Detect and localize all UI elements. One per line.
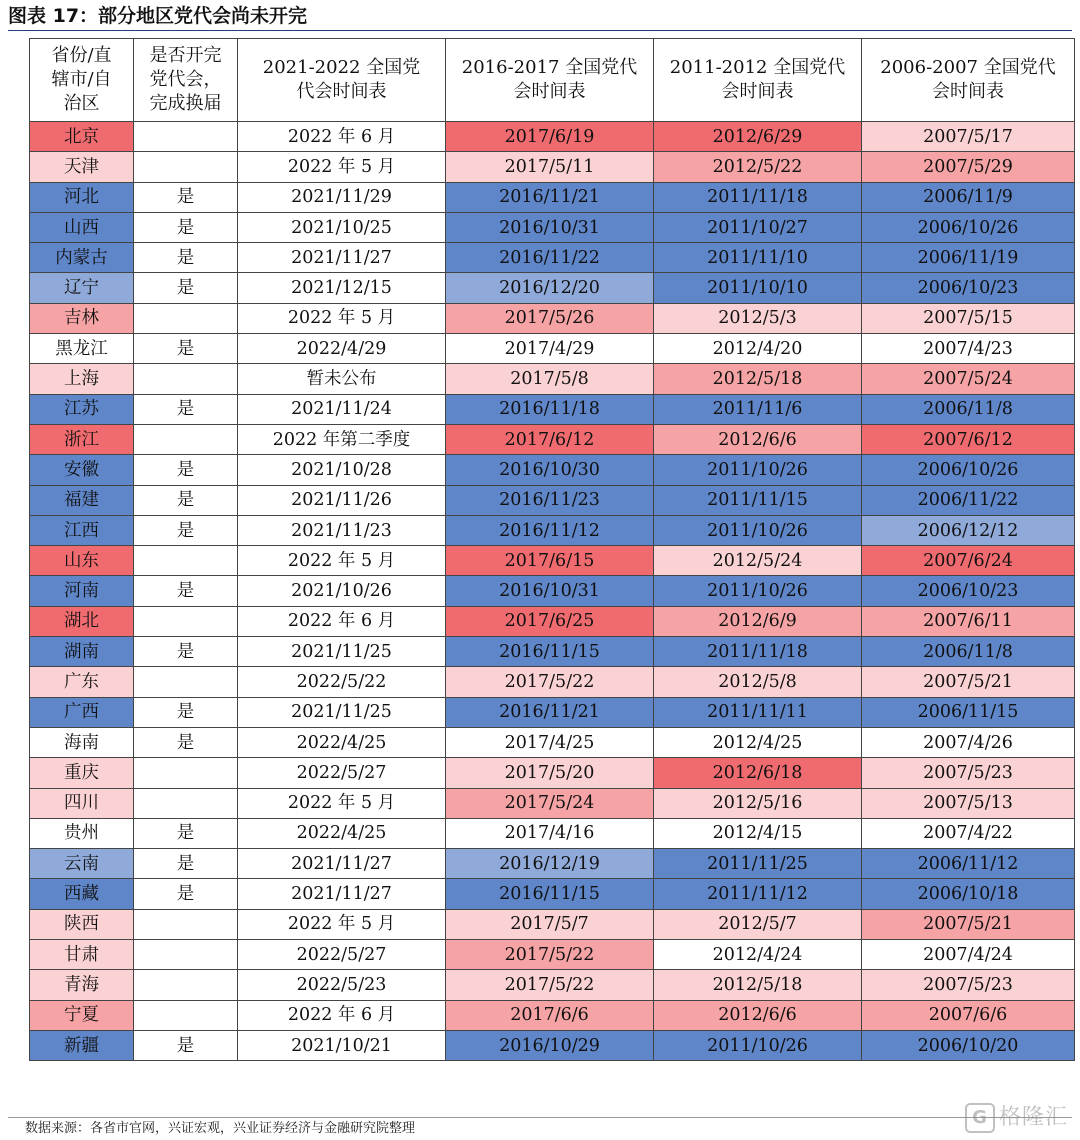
cell-region: 新疆 [30,1030,134,1060]
cell-2021-2022: 2022 年 6 月 [238,606,446,636]
cell-2006-2007: 2006/11/15 [862,697,1075,727]
table-row [30,788,1075,818]
cell-2006-2007: 2007/4/24 [862,940,1075,970]
cell-2021-2022: 2022 年 5 月 [238,303,446,333]
header-2016-2017: 2016-2017 全国党代会时间表 [446,39,654,122]
cell-done [134,909,238,939]
cell-2021-2022: 2022/4/25 [238,818,446,848]
cell-region: 江西 [30,515,134,545]
cell-done: 是 [134,727,238,757]
cell-2021-2022: 2022 年 5 月 [238,152,446,182]
cell-done: 是 [134,576,238,606]
table-row [30,1030,1075,1060]
cell-done: 是 [134,273,238,303]
table-row [30,364,1075,394]
cell-2016-2017: 2016/10/30 [446,455,654,485]
cell-2016-2017: 2016/11/21 [446,697,654,727]
cell-2011-2012: 2011/10/26 [654,455,862,485]
cell-done [134,364,238,394]
table-row [30,1000,1075,1030]
cell-2011-2012: 2012/4/20 [654,334,862,364]
cell-2021-2022: 2022/4/25 [238,727,446,757]
cell-region: 内蒙古 [30,243,134,273]
cell-2021-2022: 2021/11/25 [238,637,446,667]
cell-2011-2012: 2011/11/12 [654,879,862,909]
cell-done [134,788,238,818]
cell-2006-2007: 2006/10/26 [862,455,1075,485]
cell-done [134,1000,238,1030]
cell-2011-2012: 2012/5/8 [654,667,862,697]
cell-2021-2022: 2022 年 6 月 [238,1000,446,1030]
table-row [30,606,1075,636]
cell-2011-2012: 2012/5/22 [654,152,862,182]
watermark-text: 格隆汇 [999,1105,1069,1130]
cell-2006-2007: 2007/4/22 [862,818,1075,848]
cell-2011-2012: 2012/5/18 [654,970,862,1000]
table-row [30,334,1075,364]
cell-done: 是 [134,243,238,273]
cell-2011-2012: 2011/11/25 [654,849,862,879]
cell-2011-2012: 2012/5/18 [654,364,862,394]
cell-2021-2022: 2021/12/15 [238,273,446,303]
cell-2011-2012: 2011/10/26 [654,515,862,545]
table-row [30,818,1075,848]
cell-region: 贵州 [30,818,134,848]
cell-2016-2017: 2017/6/6 [446,1000,654,1030]
cell-2016-2017: 2016/11/21 [446,182,654,212]
cell-2021-2022: 2021/11/27 [238,243,446,273]
cell-2016-2017: 2017/4/16 [446,818,654,848]
cell-2011-2012: 2012/5/16 [654,788,862,818]
cell-2006-2007: 2007/5/24 [862,364,1075,394]
cell-2011-2012: 2011/11/18 [654,182,862,212]
table-row [30,485,1075,515]
table-row [30,455,1075,485]
cell-done: 是 [134,334,238,364]
cell-2006-2007: 2007/5/29 [862,152,1075,182]
cell-done: 是 [134,879,238,909]
cell-2021-2022: 2022/5/22 [238,667,446,697]
header-2021-2022: 2021-2022 全国党代会时间表 [238,39,446,122]
cell-2006-2007: 2006/11/22 [862,485,1075,515]
table-row [30,637,1075,667]
cell-2016-2017: 2017/6/25 [446,606,654,636]
cell-2016-2017: 2017/5/7 [446,909,654,939]
cell-done: 是 [134,818,238,848]
cell-region: 浙江 [30,424,134,454]
cell-2021-2022: 2021/11/27 [238,849,446,879]
cell-done: 是 [134,394,238,424]
cell-2006-2007: 2007/5/13 [862,788,1075,818]
cell-done: 是 [134,697,238,727]
cell-2021-2022: 2022/4/29 [238,334,446,364]
cell-2011-2012: 2012/6/9 [654,606,862,636]
table-row [30,303,1075,333]
cell-2006-2007: 2006/10/23 [862,273,1075,303]
table-row [30,182,1075,212]
cell-region: 福建 [30,485,134,515]
cell-2021-2022: 2022 年 5 月 [238,909,446,939]
cell-2016-2017: 2016/11/12 [446,515,654,545]
cell-2016-2017: 2016/11/23 [446,485,654,515]
cell-region: 青海 [30,970,134,1000]
cell-2021-2022: 2022/5/27 [238,940,446,970]
cell-2006-2007: 2006/11/8 [862,394,1075,424]
cell-2016-2017: 2017/5/22 [446,940,654,970]
cell-2021-2022: 2021/10/26 [238,576,446,606]
cell-done: 是 [134,849,238,879]
cell-done [134,303,238,333]
cell-region: 山东 [30,546,134,576]
cell-2006-2007: 2006/11/19 [862,243,1075,273]
cell-2016-2017: 2017/5/20 [446,758,654,788]
cell-2011-2012: 2011/11/6 [654,394,862,424]
cell-done [134,940,238,970]
cell-region: 西藏 [30,879,134,909]
cell-region: 海南 [30,727,134,757]
cell-2011-2012: 2012/6/29 [654,122,862,152]
table-row [30,727,1075,757]
cell-2006-2007: 2007/4/23 [862,334,1075,364]
cell-2021-2022: 2022/5/23 [238,970,446,1000]
cell-region: 天津 [30,152,134,182]
cell-done: 是 [134,182,238,212]
table-row [30,667,1075,697]
header-row [30,39,1075,122]
table-row [30,940,1075,970]
cell-region: 山西 [30,212,134,242]
cell-2006-2007: 2006/10/20 [862,1030,1075,1060]
cell-2011-2012: 2011/10/26 [654,1030,862,1060]
cell-2006-2007: 2007/5/17 [862,122,1075,152]
cell-region: 北京 [30,122,134,152]
table-row [30,515,1075,545]
cell-region: 湖北 [30,606,134,636]
cell-2016-2017: 2016/11/15 [446,637,654,667]
cell-2016-2017: 2017/5/26 [446,303,654,333]
table-row [30,879,1075,909]
cell-2016-2017: 2016/12/20 [446,273,654,303]
cell-done: 是 [134,637,238,667]
cell-2006-2007: 2007/4/26 [862,727,1075,757]
cell-2016-2017: 2017/4/29 [446,334,654,364]
cell-done [134,152,238,182]
cell-region: 广东 [30,667,134,697]
table-row [30,273,1075,303]
cell-done [134,758,238,788]
table-row [30,243,1075,273]
cell-2021-2022: 2021/10/21 [238,1030,446,1060]
cell-2016-2017: 2016/10/29 [446,1030,654,1060]
cell-region: 上海 [30,364,134,394]
header-2006-2007: 2006-2007 全国党代会时间表 [862,39,1075,122]
title-divider [8,30,1072,31]
cell-2021-2022: 2021/11/23 [238,515,446,545]
cell-2006-2007: 2007/6/12 [862,424,1075,454]
table-row [30,122,1075,152]
cell-2006-2007: 2007/6/24 [862,546,1075,576]
header-done: 是否开完党代会，完成换届 [134,39,238,122]
cell-2021-2022: 2022 年 5 月 [238,546,446,576]
cell-2016-2017: 2017/5/8 [446,364,654,394]
cell-region: 江苏 [30,394,134,424]
cell-2006-2007: 2007/5/23 [862,970,1075,1000]
watermark-g-icon: G [965,1103,995,1133]
cell-2006-2007: 2006/10/26 [862,212,1075,242]
cell-2021-2022: 2021/10/25 [238,212,446,242]
cell-2011-2012: 2012/6/6 [654,1000,862,1030]
cell-done: 是 [134,455,238,485]
cell-2006-2007: 2007/5/23 [862,758,1075,788]
cell-2016-2017: 2017/5/11 [446,152,654,182]
cell-region: 安徽 [30,455,134,485]
cell-done: 是 [134,1030,238,1060]
cell-done: 是 [134,515,238,545]
cell-2011-2012: 2012/6/18 [654,758,862,788]
header-2011-2012: 2011-2012 全国党代会时间表 [654,39,862,122]
cell-region: 广西 [30,697,134,727]
cell-region: 云南 [30,849,134,879]
cell-2011-2012: 2012/5/7 [654,909,862,939]
cell-2016-2017: 2017/6/19 [446,122,654,152]
cell-2021-2022: 暂未公布 [238,364,446,394]
table-row [30,970,1075,1000]
cell-2016-2017: 2016/11/22 [446,243,654,273]
cell-2021-2022: 2021/11/29 [238,182,446,212]
cell-2016-2017: 2017/5/22 [446,667,654,697]
cell-done [134,667,238,697]
cell-region: 河北 [30,182,134,212]
table-row [30,394,1075,424]
cell-region: 陕西 [30,909,134,939]
cell-2011-2012: 2011/10/10 [654,273,862,303]
table-row [30,909,1075,939]
cell-region: 吉林 [30,303,134,333]
cell-region: 黑龙江 [30,334,134,364]
cell-2016-2017: 2017/5/22 [446,970,654,1000]
cell-region: 辽宁 [30,273,134,303]
cell-region: 甘肃 [30,940,134,970]
cell-done [134,424,238,454]
table-row [30,212,1075,242]
cell-2006-2007: 2007/5/21 [862,667,1075,697]
cell-done [134,546,238,576]
cell-2011-2012: 2012/4/24 [654,940,862,970]
cell-2006-2007: 2006/10/18 [862,879,1075,909]
cell-region: 河南 [30,576,134,606]
cell-2006-2007: 2006/11/9 [862,182,1075,212]
cell-2021-2022: 2022/5/27 [238,758,446,788]
cell-2011-2012: 2012/4/25 [654,727,862,757]
cell-2011-2012: 2011/11/18 [654,637,862,667]
cell-2016-2017: 2017/6/12 [446,424,654,454]
party-congress-table [29,38,1075,1061]
cell-2011-2012: 2012/4/15 [654,818,862,848]
cell-region: 重庆 [30,758,134,788]
cell-2021-2022: 2021/11/26 [238,485,446,515]
cell-2006-2007: 2006/11/12 [862,849,1075,879]
cell-2021-2022: 2022 年第二季度 [238,424,446,454]
cell-region: 湖南 [30,637,134,667]
cell-2016-2017: 2017/6/15 [446,546,654,576]
cell-2011-2012: 2012/6/6 [654,424,862,454]
cell-2021-2022: 2022 年 5 月 [238,788,446,818]
cell-2021-2022: 2021/11/27 [238,879,446,909]
cell-2011-2012: 2012/5/24 [654,546,862,576]
cell-2006-2007: 2007/5/15 [862,303,1075,333]
cell-2011-2012: 2011/10/27 [654,212,862,242]
cell-2016-2017: 2016/11/15 [446,879,654,909]
cell-2016-2017: 2017/4/25 [446,727,654,757]
cell-region: 四川 [30,788,134,818]
cell-2011-2012: 2012/5/3 [654,303,862,333]
cell-2006-2007: 2006/11/8 [862,637,1075,667]
figure-title: 图表 17：部分地区党代会尚未开完 [8,5,308,27]
table-row [30,849,1075,879]
cell-2006-2007: 2007/5/21 [862,909,1075,939]
cell-2011-2012: 2011/11/11 [654,697,862,727]
cell-region: 宁夏 [30,1000,134,1030]
cell-2006-2007: 2006/12/12 [862,515,1075,545]
cell-2016-2017: 2016/11/18 [446,394,654,424]
cell-2016-2017: 2016/12/19 [446,849,654,879]
table-row [30,697,1075,727]
table-row [30,576,1075,606]
cell-done [134,122,238,152]
watermark-logo [965,1098,1068,1138]
cell-2006-2007: 2006/10/23 [862,576,1075,606]
cell-2011-2012: 2011/10/26 [654,576,862,606]
cell-done: 是 [134,212,238,242]
table-row [30,424,1075,454]
cell-done [134,606,238,636]
cell-2006-2007: 2007/6/6 [862,1000,1075,1030]
table-row [30,758,1075,788]
cell-2016-2017: 2017/5/24 [446,788,654,818]
cell-2016-2017: 2016/10/31 [446,576,654,606]
source-note: 数据来源：各省市官网，兴证宏观，兴业证券经济与金融研究院整理 [25,1121,416,1136]
table-row [30,152,1075,182]
cell-done: 是 [134,485,238,515]
table-body [30,122,1075,1061]
cell-2021-2022: 2021/10/28 [238,455,446,485]
cell-2021-2022: 2021/11/25 [238,697,446,727]
cell-2016-2017: 2016/10/31 [446,212,654,242]
cell-2006-2007: 2007/6/11 [862,606,1075,636]
cell-done [134,970,238,1000]
cell-2021-2022: 2022 年 6 月 [238,122,446,152]
cell-2011-2012: 2011/11/10 [654,243,862,273]
cell-2021-2022: 2021/11/24 [238,394,446,424]
table-row [30,546,1075,576]
header-region: 省份/直辖市/自治区 [30,39,134,122]
source-divider [8,1117,1072,1118]
cell-2011-2012: 2011/11/15 [654,485,862,515]
